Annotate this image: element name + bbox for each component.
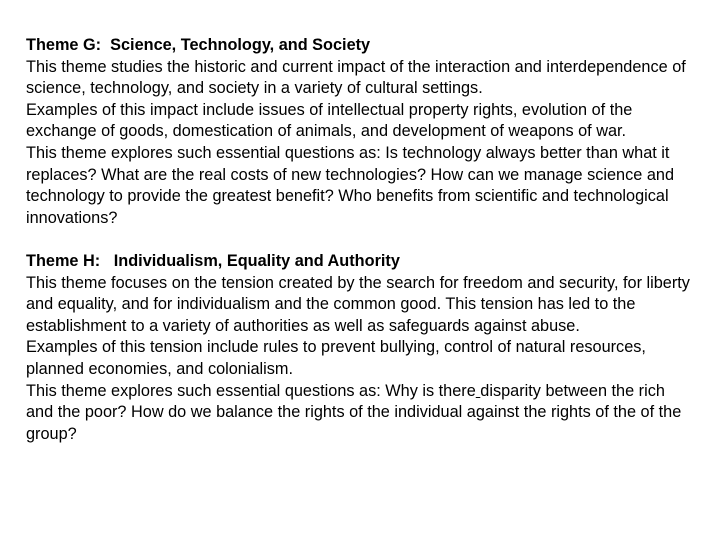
theme-h-questions-part2: disparity between the rich and the poor? How do we balance the rights of the individual against the rights of the of the group? [26,381,682,443]
theme-h-description: This theme focuses on the tension created by the search for freedom and security, for liberty and equality, and for individualism and the common good. This tension has led to the establishment to a variety of authorities as well as safeguards against abuse. [26,273,690,335]
theme-g-questions: This theme explores such essential questions as: Is technology always better than what it replaces? What are the real costs of new technologies? How can we manage science and technology to provide the greatest benefit? Who benefits from scientific and technological innovations? [26,143,674,227]
theme-h-questions [26,381,696,446]
section-spacer [26,229,696,251]
theme-g-description: This theme studies the historic and current impact of the interaction and interdependence of science, technology, and society in a variety of cultural settings. [26,57,686,98]
theme-h-heading: Theme H: Individualism, Equality and Authority [26,251,400,270]
theme-h-examples: Examples of this tension include rules to prevent bullying, control of natural resources, planned economies, and colonialism. [26,338,646,378]
document-page [26,35,696,445]
theme-h-section [26,251,696,445]
theme-h-questions-part1: This theme explores such essential questions as: Why is there [26,381,476,400]
theme-g-examples: Examples of this impact include issues of intellectual property rights, evolution of the exchange of goods, domestication of animals, and development of weapons of war. [26,100,633,141]
theme-g-heading: Theme G: Science, Technology, and Society [26,36,371,54]
theme-g-section [26,35,696,229]
